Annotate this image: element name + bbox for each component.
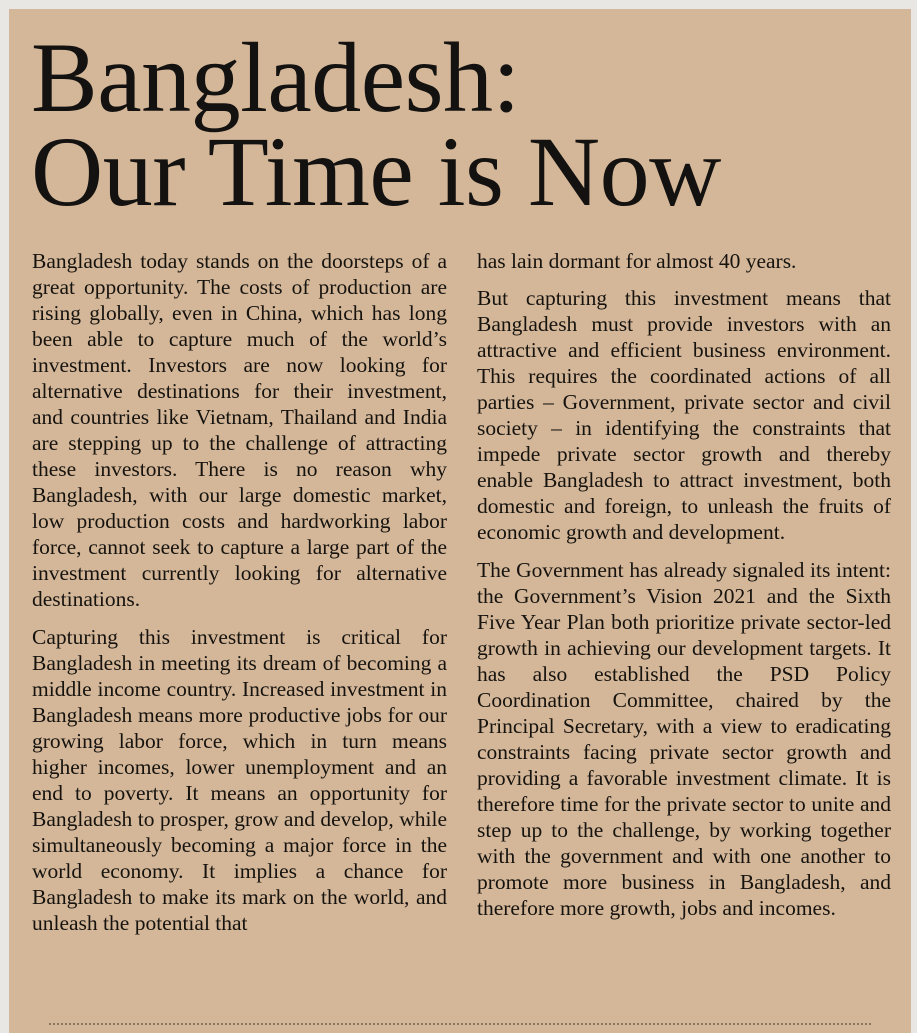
dotted-divider: [49, 1023, 871, 1025]
body-paragraph: Bangladesh today stands on the doorsteps of a great opportunity. The costs of production are rising globally, even in China, which has long been able to capture much of the world’s investment. Investors are now looking for alternative destinations for their investment, and countries like Vietnam, Thailand and India are stepping up to the challenge of attracting these investors. There is no reason why Bangladesh, with our large domestic market, low production costs and hardworking labor force, cannot seek to capture a large part of the investment currently looking for alternative destinations.: [32, 249, 447, 611]
body-paragraph: Capturing this investment is critical for Bangladesh in meeting its dream of becoming a middle income country. Increased investment in Bangladesh means more productive jobs for our growing labor force, which in turn means higher incomes, lower unemployment and an end to poverty. It means an opportunity for Bangladesh to prosper, grow and develop, while simultaneously becoming a major force in the world economy. It implies a chance for Bangladesh to make its mark on the world, and unleash the potential that: [32, 625, 447, 935]
headline-line-1: Bangladesh:: [31, 22, 520, 133]
article-page: [9, 9, 911, 1033]
body-paragraph: The Government has already signaled its intent: the Government’s Vision 2021 and the Sixth Five Year Plan both prioritize private sector-led growth in achieving our development targets. It has also established the PSD Policy Coordination Committee, chaired by the Principal Secretary, with a view to eradicating constraints facing private sector growth and providing a favorable investment climate. It is therefore time for the private sector to unite and step up to the challenge, by working together with the government and with one another to promote more business in Bangladesh, and therefore more growth, jobs and incomes.: [477, 558, 891, 920]
body-paragraph: But capturing this investment means that Bangladesh must provide investors with an attractive and efficient business environment. This requires the coordinated actions of all parties – Government, private sector and civil society – in identifying the constraints that impede private sector growth and thereby enable Bangladesh to attract investment, both domestic and foreign, to unleash the fruits of economic growth and development.: [477, 286, 891, 544]
right-column: [477, 248, 891, 933]
headline-line-2: Our Time is Now: [31, 116, 721, 227]
left-column: [32, 248, 447, 948]
body-paragraph-continuation: has lain dormant for almost 40 years.: [477, 249, 797, 273]
article-headline: [31, 22, 721, 227]
